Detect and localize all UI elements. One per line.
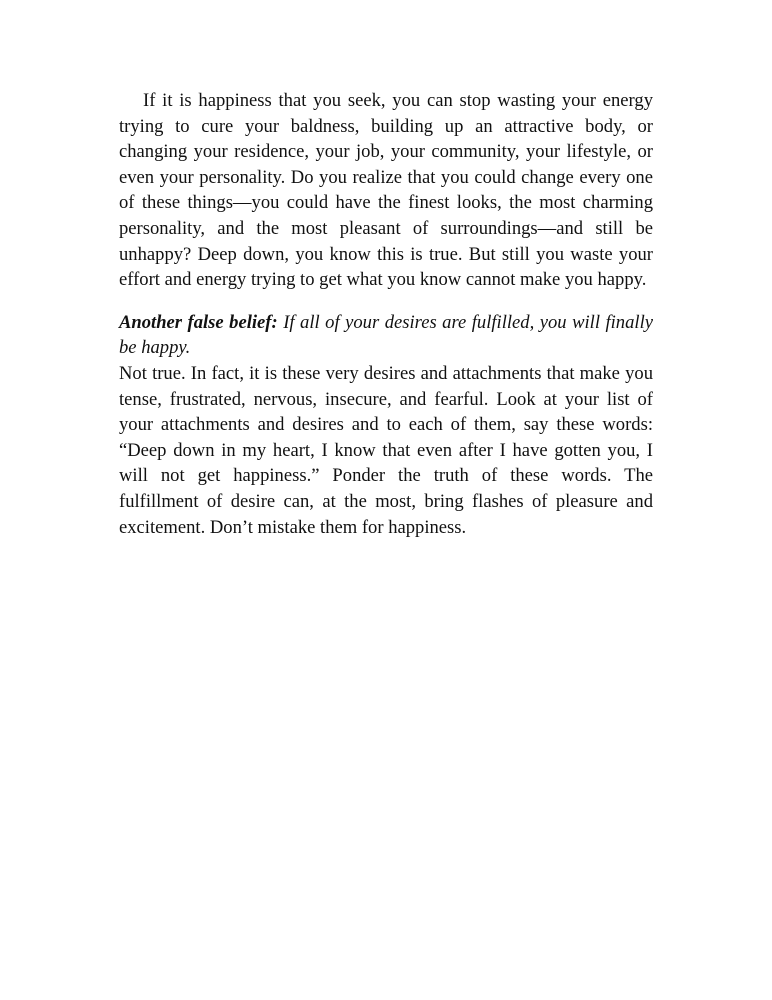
false-belief-claim: If all of your desires are fulfilled, you will finally be happy. bbox=[119, 311, 653, 359]
paragraph-gap bbox=[119, 293, 653, 310]
false-belief-heading bbox=[119, 310, 653, 361]
paragraph-not-true: Not true. In fact, it is these very desires and attachments that make you tense, frustrated, nervous, insecure, and fearful. Look at your list of your attachments and desires and to each of them, say these words: “Deep down in my heart, I know that even after I have gotten you, I will not get happiness.” Ponder the truth of these words. The fulfillment of desire can, at the most, bring flashes of pleasure and excitement. Don’t mistake them for happiness. bbox=[119, 362, 653, 538]
false-belief-lead-in: Another false belief: bbox=[119, 311, 278, 333]
paragraph-happiness-seek: If it is happiness that you seek, you can stop wasting your energy trying to cure your baldness, building up an attractive body, or changing your residence, your job, your community, your lifestyle, or even your personality. Do you realize that you could change every one of these things—you could have the finest looks, the most charming personality, and the most pleasant of surroundings—and still be unhappy? Deep down, you know this is true. But still you waste your effort and energy trying to get what you know cannot make you happy. bbox=[119, 90, 653, 291]
page-body bbox=[119, 88, 653, 540]
